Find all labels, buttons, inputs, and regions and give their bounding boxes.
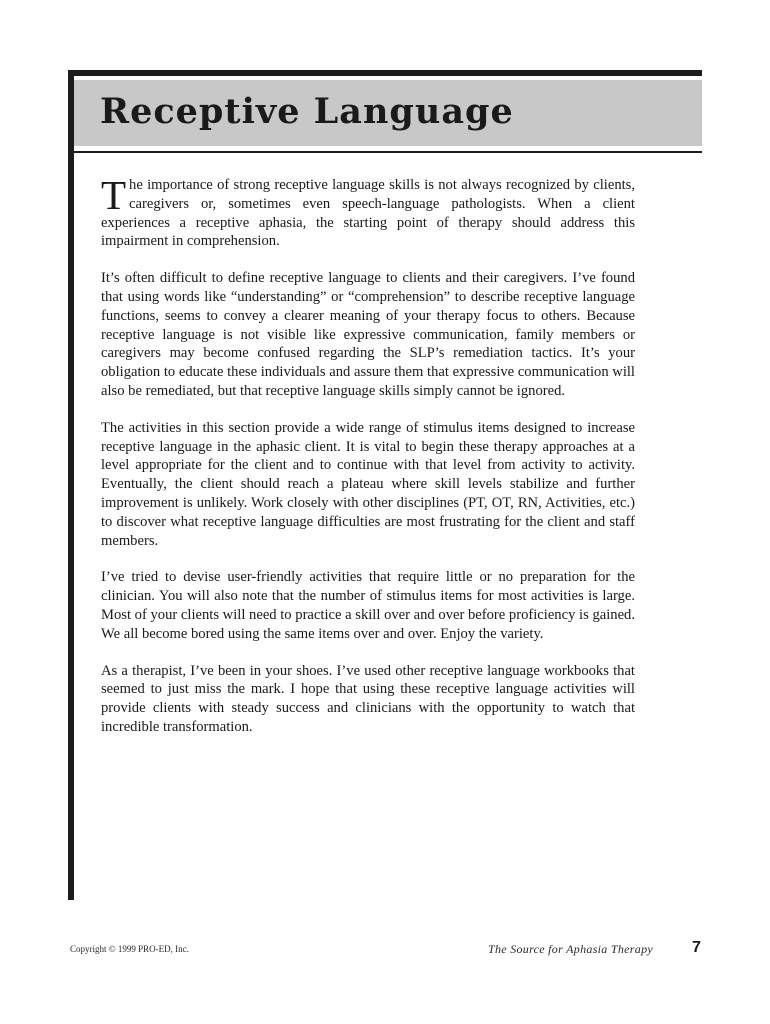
paragraph-4: I’ve tried to devise user-friendly activities that require little or no preparation for the clinician. You will also note that the number of stimulus items for most activities is large. Most of your clients will need to practice a skill over and over before proficiency is gained. We all become bored using the same items over and over. Enjoy the variety. xyxy=(101,569,635,642)
paragraph-2: It’s often difficult to define receptive language to clients and their caregivers. I’ve found that using words like “understanding” or “comprehension” to describe receptive language functions, seems to convey a clearer meaning of your therapy focus to others. Because receptive language is not visible like expressive communication, family members or caregivers may become confused regarding the SLP’s remediation tactics. It’s your obligation to educate these individuals and assure them that expressive communication will also be remediated, but that receptive language skills simply cannot be ignored. xyxy=(101,270,635,399)
paragraph-3: The activities in this section provide a wide range of stimulus items designed to increase receptive language in the aphasic client. It is vital to begin these therapy approaches at a level appropriate for the client and to continue with that level from activity to activity. Eventually, the client should reach a plateau where skill levels stabilize and further improvement is unlikely. Work closely with other disciplines (PT, OT, RN, Activities, etc.) to discover what receptive language difficulties are most frustrating for the client and staff members. xyxy=(101,419,635,549)
paragraph-5: As a therapist, I’ve been in your shoes. I’ve used other receptive language workbooks that seemed to just miss the mark. I hope that using these receptive language activities will provide clients with steady success and clinicians with the opportunity to watch that incredible transformation. xyxy=(101,662,635,735)
page-number: 7 xyxy=(692,939,701,956)
footer-copyright: Copyright © 1999 PRO-ED, Inc. xyxy=(70,944,189,954)
body-text xyxy=(101,172,635,755)
footer-book-title: The Source for Aphasia Therapy xyxy=(488,942,653,956)
left-border-rule xyxy=(68,70,74,900)
page-title: Receptive Language xyxy=(100,91,514,132)
title-underline-rule xyxy=(74,151,702,153)
top-border-rule xyxy=(68,70,702,76)
drop-cap: T xyxy=(101,172,127,218)
paragraph-intro xyxy=(101,172,635,251)
paragraph-intro-text: he importance of strong receptive language skills is not always recognized by clients, caregivers or, sometimes even speech-language pathologists. When a client experiences a receptive aphasia, the starting point of therapy should address this impairment in comprehension. xyxy=(101,177,635,250)
